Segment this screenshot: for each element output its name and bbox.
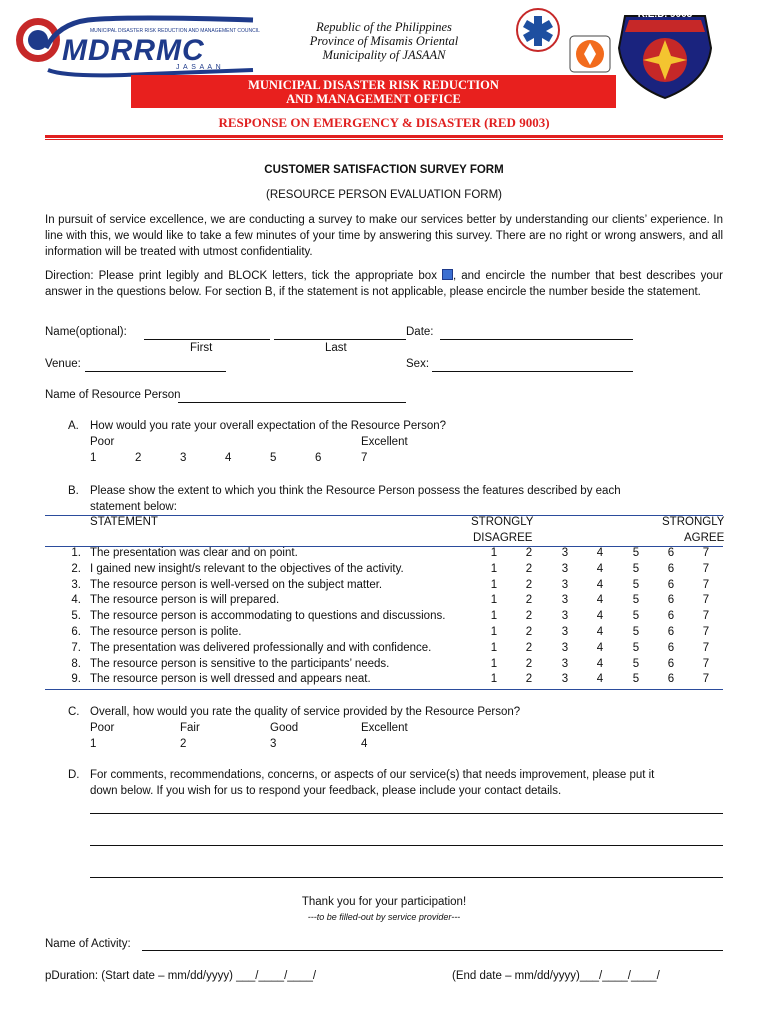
date-field[interactable]: [440, 328, 633, 340]
rating-option[interactable]: 2: [525, 610, 533, 623]
venue-field[interactable]: [85, 360, 226, 372]
badge-text: R.E.D. 9003: [637, 9, 693, 20]
rating-option[interactable]: 3: [561, 641, 569, 654]
rating-option[interactable]: 7: [702, 562, 710, 575]
first-name-field[interactable]: [144, 328, 270, 340]
rating-option[interactable]: 5: [632, 657, 640, 670]
rating-option[interactable]: 5: [632, 594, 640, 607]
rating-option[interactable]: 3: [561, 578, 569, 591]
col-statement: STATEMENT: [90, 516, 158, 528]
table-row: [45, 579, 725, 595]
table-row: [45, 547, 725, 563]
section-a-letter: A.: [68, 420, 79, 432]
ems-star-logo: [512, 8, 564, 52]
scale-option[interactable]: 1: [90, 452, 97, 464]
statement-text: The presentation was delivered professionally and with confidence.: [90, 641, 432, 654]
rating-option[interactable]: 4: [596, 673, 604, 686]
office-banner: [131, 75, 616, 108]
form-subtitle: (RESOURCE PERSON EVALUATION FORM): [266, 189, 502, 201]
statement-number: 2.: [71, 562, 81, 575]
statement-number: 8.: [71, 657, 81, 670]
statement-text: I gained new insight/s relevant to the objectives of the activity.: [90, 562, 404, 575]
rating-option[interactable]: 1: [490, 547, 498, 559]
section-c-label: Poor: [90, 722, 115, 734]
statement-number: 5.: [71, 610, 81, 623]
last-caption: Last: [325, 342, 347, 354]
sex-label: Sex:: [406, 358, 430, 370]
red-9003-badge: [615, 8, 715, 100]
rating-option[interactable]: 3: [561, 626, 569, 638]
section-b-question-1: Please show the extent to which you think the Resource Person possess the features described by each: [90, 485, 621, 497]
rating-option[interactable]: 6: [667, 673, 675, 686]
banner-line-1: MUNICIPAL DISASTER RISK REDUCTION: [248, 78, 499, 92]
scale-option[interactable]: 5: [270, 452, 277, 464]
rating-option[interactable]: 6: [667, 626, 675, 638]
table-row: [45, 673, 725, 689]
scale-option[interactable]: 2: [135, 452, 142, 464]
statement-number: 3.: [71, 578, 81, 591]
rating-option[interactable]: 5: [632, 673, 640, 686]
direction-text-b: , and encircle the number that best describes your answer in the questions below. For section B, if the statement is not applicable, please encircle the number beside the statement.: [45, 270, 723, 298]
rating-option[interactable]: 5: [632, 547, 640, 559]
logo-wordmark: MDRRMC: [62, 34, 205, 67]
direction-text-a: Direction: Please print legibly and BLOCK letters, tick the appropriate box: [45, 270, 437, 282]
section-c-option[interactable]: 3: [270, 738, 277, 750]
first-caption: First: [190, 342, 213, 354]
section-a-high-label: Excellent: [361, 436, 408, 448]
rating-option[interactable]: 7: [702, 673, 710, 686]
fire-rescue-logo: [568, 34, 612, 74]
banner-line-2: AND MANAGEMENT OFFICE: [286, 92, 461, 106]
rating-option[interactable]: 4: [596, 657, 604, 670]
statement-text: The resource person is well dressed and appears neat.: [90, 673, 371, 686]
tick-box-icon: [442, 269, 453, 280]
section-c-option[interactable]: 4: [361, 738, 368, 750]
scale-option[interactable]: 6: [315, 452, 322, 464]
provider-note: ---to be filled-out by service provider---: [307, 912, 461, 922]
rating-option[interactable]: 2: [525, 578, 533, 591]
rating-option[interactable]: 6: [667, 610, 675, 623]
resource-person-label: Name of Resource Person: [45, 389, 181, 401]
rating-option[interactable]: 6: [667, 562, 675, 575]
rating-option[interactable]: 1: [490, 641, 498, 654]
section-b-letter: B.: [68, 485, 79, 497]
rating-option[interactable]: 6: [667, 641, 675, 654]
rating-option[interactable]: 7: [702, 610, 710, 623]
comment-line[interactable]: [90, 813, 723, 814]
statement-text: The resource person is sensitive to the participants’ needs.: [90, 657, 390, 670]
statement-text: The resource person is accommodating to questions and discussions.: [90, 610, 446, 623]
statement-text: The resource person is well-versed on the subject matter.: [90, 578, 383, 591]
table-row: [45, 610, 725, 626]
section-c-label: Fair: [180, 722, 200, 734]
comment-line[interactable]: [90, 877, 723, 878]
rating-option[interactable]: 4: [596, 594, 604, 607]
rating-option[interactable]: 4: [596, 578, 604, 591]
rating-option[interactable]: 3: [561, 547, 569, 559]
sex-field[interactable]: [432, 360, 633, 372]
col-strongly-agree-1: STRONGLY: [662, 516, 725, 528]
rating-option[interactable]: 6: [667, 578, 675, 591]
rating-option[interactable]: 6: [667, 547, 675, 559]
section-d-question-2: down below. If you wish for us to respond your feedback, please include your contact details.: [90, 785, 562, 797]
header-municipality: Municipality of JASAAN: [322, 48, 446, 62]
rating-option[interactable]: 6: [667, 594, 675, 607]
rating-option[interactable]: 5: [632, 610, 640, 623]
table-row: [45, 658, 725, 674]
rating-option[interactable]: 2: [525, 673, 533, 686]
section-c-label: Good: [270, 722, 299, 734]
statement-number: 4.: [71, 594, 81, 607]
comment-line[interactable]: [90, 845, 723, 846]
rating-option[interactable]: 7: [702, 657, 710, 670]
rating-option[interactable]: 1: [490, 562, 498, 575]
rating-option[interactable]: 3: [561, 562, 569, 575]
name-label: Name(optional):: [45, 326, 127, 338]
rating-option[interactable]: 2: [525, 594, 533, 607]
section-c-option[interactable]: 1: [90, 738, 97, 750]
section-c-question: Overall, how would you rate the quality of service provided by the Resource Person?: [90, 706, 521, 718]
section-c-label: Excellent: [361, 722, 408, 734]
statement-number: 9.: [71, 673, 81, 686]
rating-option[interactable]: 3: [561, 673, 569, 686]
direction-paragraph: [45, 268, 723, 300]
rating-option[interactable]: 6: [667, 657, 675, 670]
rating-option[interactable]: 7: [702, 547, 710, 559]
scale-option[interactable]: 3: [180, 452, 187, 464]
rating-option[interactable]: 1: [490, 673, 498, 686]
last-name-field[interactable]: [274, 328, 406, 340]
statement-number: 1.: [71, 547, 81, 559]
date-label: Date:: [406, 326, 434, 338]
red-title: RESPONSE ON EMERGENCY & DISASTER (RED 9003): [218, 115, 550, 130]
rating-option[interactable]: 4: [596, 562, 604, 575]
section-a-scale: [0, 452, 768, 468]
table-row: [45, 594, 725, 610]
statement-number: 7.: [71, 641, 81, 654]
rating-option[interactable]: 3: [561, 657, 569, 670]
table-row: [45, 642, 725, 658]
rating-option[interactable]: 2: [525, 626, 533, 638]
rating-option[interactable]: 7: [702, 578, 710, 591]
duration-start[interactable]: pDuration: (Start date – mm/dd/yyyy) ___/____/____/: [45, 970, 317, 982]
rating-option[interactable]: 2: [525, 641, 533, 654]
rating-option[interactable]: 3: [561, 594, 569, 607]
statement-text: The resource person is will prepared.: [90, 594, 280, 607]
header-province: Province of Misamis Oriental: [309, 34, 459, 48]
rating-option[interactable]: 5: [632, 562, 640, 575]
scale-option[interactable]: 7: [361, 452, 368, 464]
col-strongly-disagree-2: DISAGREE: [473, 532, 533, 544]
rating-option[interactable]: 5: [632, 626, 640, 638]
rating-option[interactable]: 1: [490, 610, 498, 623]
logo-subtitle: MUNICIPAL DISASTER RISK REDUCTION AND MANAGEMENT COUNCIL: [90, 28, 260, 34]
rating-option[interactable]: 4: [596, 547, 604, 559]
section-a-question: How would you rate your overall expectation of the Resource Person?: [90, 420, 447, 432]
rating-option[interactable]: 5: [632, 641, 640, 654]
resource-person-field[interactable]: [178, 391, 406, 403]
table-row: [45, 563, 725, 579]
header-republic: Republic of the Philippines: [316, 20, 452, 34]
rating-option[interactable]: 4: [596, 610, 604, 623]
statement-number: 6.: [71, 626, 81, 638]
rating-option[interactable]: 4: [596, 626, 604, 638]
section-a-low-label: Poor: [90, 436, 115, 448]
statement-text: The resource person is polite.: [90, 626, 242, 638]
rating-option[interactable]: 7: [702, 626, 710, 638]
section-b-question-2: statement below:: [90, 501, 177, 513]
logo-place: J A S A A N: [176, 64, 222, 71]
rating-option[interactable]: 4: [596, 641, 604, 654]
duration-end[interactable]: (End date – mm/dd/yyyy)___/____/____/: [452, 970, 660, 982]
venue-label: Venue:: [45, 358, 81, 370]
col-strongly-agree-2: AGREE: [684, 532, 725, 544]
form-title: CUSTOMER SATISFACTION SURVEY FORM: [264, 164, 504, 176]
header-divider: [45, 135, 723, 140]
section-d-letter: D.: [68, 769, 80, 781]
rating-option[interactable]: 2: [525, 562, 533, 575]
intro-paragraph: In pursuit of service excellence, we are conducting a survey to make our services better by understanding our clients’ experience. In line with this, we would like to take a few minutes of your time by answering this survey. There are no right or wrong answers, and all information will be treated with utmost confidentiality.: [45, 214, 723, 258]
rating-option[interactable]: 5: [632, 578, 640, 591]
rating-option[interactable]: 7: [702, 594, 710, 607]
section-d-question-1: For comments, recommendations, concerns, or aspects of our service(s) that needs improvement, please put it: [90, 769, 655, 781]
rating-option[interactable]: 3: [561, 610, 569, 623]
rating-option[interactable]: 7: [702, 641, 710, 654]
rating-option[interactable]: 1: [490, 626, 498, 638]
rating-option[interactable]: 2: [525, 547, 533, 559]
activity-label: Name of Activity:: [45, 938, 131, 950]
statement-text: The presentation was clear and on point.: [90, 547, 298, 559]
rating-option[interactable]: 1: [490, 578, 498, 591]
rating-option[interactable]: 1: [490, 657, 498, 670]
thank-you-text: Thank you for your participation!: [301, 896, 467, 908]
rating-option[interactable]: 1: [490, 594, 498, 607]
activity-field[interactable]: [142, 950, 723, 951]
scale-option[interactable]: 4: [225, 452, 232, 464]
rating-option[interactable]: 2: [525, 657, 533, 670]
table-row: [45, 626, 725, 642]
section-c-option[interactable]: 2: [180, 738, 187, 750]
col-strongly-disagree-1: STRONGLY: [471, 516, 534, 528]
section-c-letter: C.: [68, 706, 80, 718]
table-bottom-rule: [45, 689, 723, 690]
